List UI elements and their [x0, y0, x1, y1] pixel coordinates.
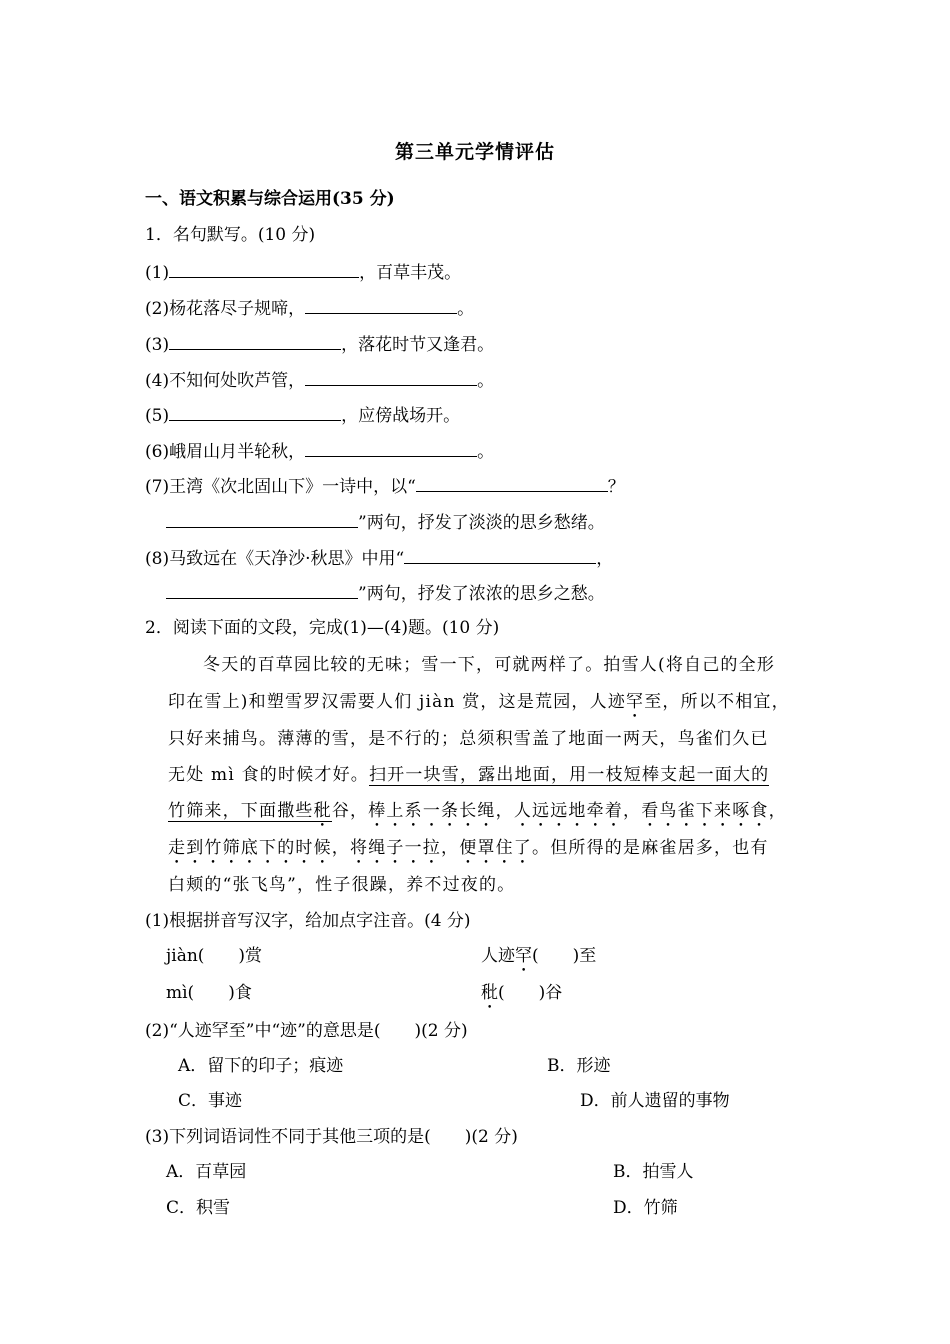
- passage-text: 至，所以不相宜，: [644, 692, 790, 712]
- passage-text: 谷，: [331, 801, 369, 821]
- item-text: ？: [607, 477, 625, 497]
- q1-item-1: [145, 259, 461, 285]
- q1-item-4: [145, 367, 494, 393]
- sub1-item-d: [481, 981, 562, 1013]
- dotted-char: 罕: [626, 692, 645, 712]
- answer-blank[interactable]: [305, 438, 477, 457]
- sub-question-1-heading: (1)根据拼音写汉字，给加点字注音。(4 分): [145, 911, 471, 931]
- q1-item-7: [145, 473, 625, 499]
- question-1-heading: 1．名句默写。(10 分): [145, 225, 316, 245]
- answer-blank[interactable]: [169, 259, 359, 278]
- passage-text: 但所得的是麻雀居多，也有: [550, 838, 769, 858]
- dotted-char: 秕: [313, 801, 332, 821]
- passage-line-2: [168, 690, 790, 722]
- passage-line-1: 冬天的百草园比较的无味；雪一下，可就两样了。拍雪人(将自己的全形: [203, 655, 776, 675]
- item-text: ”两句，抒发了淡淡的思乡愁绪。: [358, 513, 605, 533]
- passage-text: 印在雪上)和塑雪罗汉需要人们 jiàn 赏，这是荒园，人迹: [168, 692, 627, 712]
- q1-item-8-cont: [166, 580, 605, 606]
- underlined-sentence: 竹筛来，下面撒些: [168, 801, 314, 821]
- dotted-char: 罕: [515, 946, 532, 966]
- sub3-option-d[interactable]: D．竹筛: [613, 1198, 678, 1218]
- sub2-option-d[interactable]: D．前人遗留的事物: [580, 1091, 730, 1111]
- sub3-option-a[interactable]: A．百草园: [166, 1162, 247, 1182]
- sub1-item-a: jiàn( )赏: [166, 946, 263, 966]
- dotted-char: 秕: [481, 983, 498, 1003]
- passage-line-4: [168, 763, 769, 787]
- sub2-option-a[interactable]: A．留下的印子；痕迹: [178, 1056, 344, 1076]
- q1-item-8: [145, 545, 613, 571]
- sub-question-2-heading: (2)“人迹罕至”中“迹”的意思是( )(2 分): [145, 1021, 468, 1041]
- answer-blank[interactable]: [166, 509, 358, 528]
- passage-line-3: 只好来捕鸟。薄薄的雪，是不行的；总须积雪盖了地面一两天，鸟雀们久已: [168, 729, 769, 749]
- item-text: (8)马致远在《天净沙·秋思》中用“: [145, 549, 405, 569]
- answer-blank[interactable]: [169, 331, 341, 350]
- answer-blank[interactable]: [416, 473, 608, 492]
- item-text: ，应傍战场开。: [341, 406, 461, 426]
- item-text: (3): [145, 335, 170, 355]
- q1-item-2: [145, 295, 474, 321]
- q1-item-6: [145, 438, 494, 464]
- answer-blank[interactable]: [305, 367, 477, 386]
- item-text: (5): [145, 406, 170, 426]
- dotted-sentence: 棒上系一条长绳，人远远地牵着，看鸟雀下来啄食，: [368, 801, 787, 821]
- answer-blank[interactable]: [305, 295, 457, 314]
- page-title: 第三单元学情评估: [394, 141, 555, 163]
- item-text: ，: [596, 549, 614, 569]
- item-text: 。: [457, 299, 475, 319]
- item-text: (1): [145, 263, 170, 283]
- item-text: 。: [477, 442, 495, 462]
- answer-blank[interactable]: [169, 402, 341, 421]
- q1-item-7-cont: [166, 509, 605, 535]
- item-text: (2)杨花落尽子规啼，: [145, 299, 306, 319]
- sub2-option-b[interactable]: B．形迹: [547, 1056, 611, 1076]
- sub3-option-b[interactable]: B．拍雪人: [613, 1162, 694, 1182]
- question-2-heading: 2．阅读下面的文段，完成(1)—(4)题。(10 分): [145, 618, 500, 638]
- item-text: ( )至: [532, 946, 597, 966]
- q1-item-3: [145, 331, 494, 357]
- answer-blank[interactable]: [404, 545, 596, 564]
- passage-line-6: [168, 836, 769, 868]
- passage-text: 无处 mì 食的时候才好。: [168, 765, 369, 785]
- sub-question-3-heading: (3)下列词语词性不同于其他三项的是( )(2 分): [145, 1127, 518, 1147]
- sub2-option-c[interactable]: C．事迹: [178, 1091, 243, 1111]
- sub1-item-c: mì( )食: [166, 983, 252, 1003]
- passage-line-7: 白颊的“张飞鸟”，性子很躁，养不过夜的。: [168, 875, 516, 895]
- q1-item-5: [145, 402, 460, 428]
- item-text: 。: [477, 371, 495, 391]
- sub3-option-c[interactable]: C．积雪: [166, 1198, 231, 1218]
- sub1-item-b: [481, 944, 596, 976]
- section-heading: 一、语文积累与综合运用(35 分): [145, 189, 395, 209]
- dotted-sentence: 走到竹筛底下的时候，将绳子一拉，便罩住了。: [168, 838, 551, 858]
- item-text: (7)王湾《次北固山下》一诗中，以“: [145, 477, 416, 497]
- underlined-sentence: 扫开一块雪，露出地面，用一枝短棒支起一面大的: [368, 765, 770, 785]
- item-text: 人迹: [481, 946, 515, 966]
- item-text: (4)不知何处吹芦管，: [145, 371, 306, 391]
- answer-blank[interactable]: [166, 580, 358, 599]
- passage-line-5: [168, 799, 787, 831]
- item-text: ，百草丰茂。: [359, 263, 462, 283]
- item-text: ，落花时节又逢君。: [341, 335, 495, 355]
- item-text: (6)峨眉山月半轮秋，: [145, 442, 306, 462]
- item-text: ”两句，抒发了浓浓的思乡之愁。: [358, 584, 605, 604]
- item-text: ( )谷: [498, 983, 563, 1003]
